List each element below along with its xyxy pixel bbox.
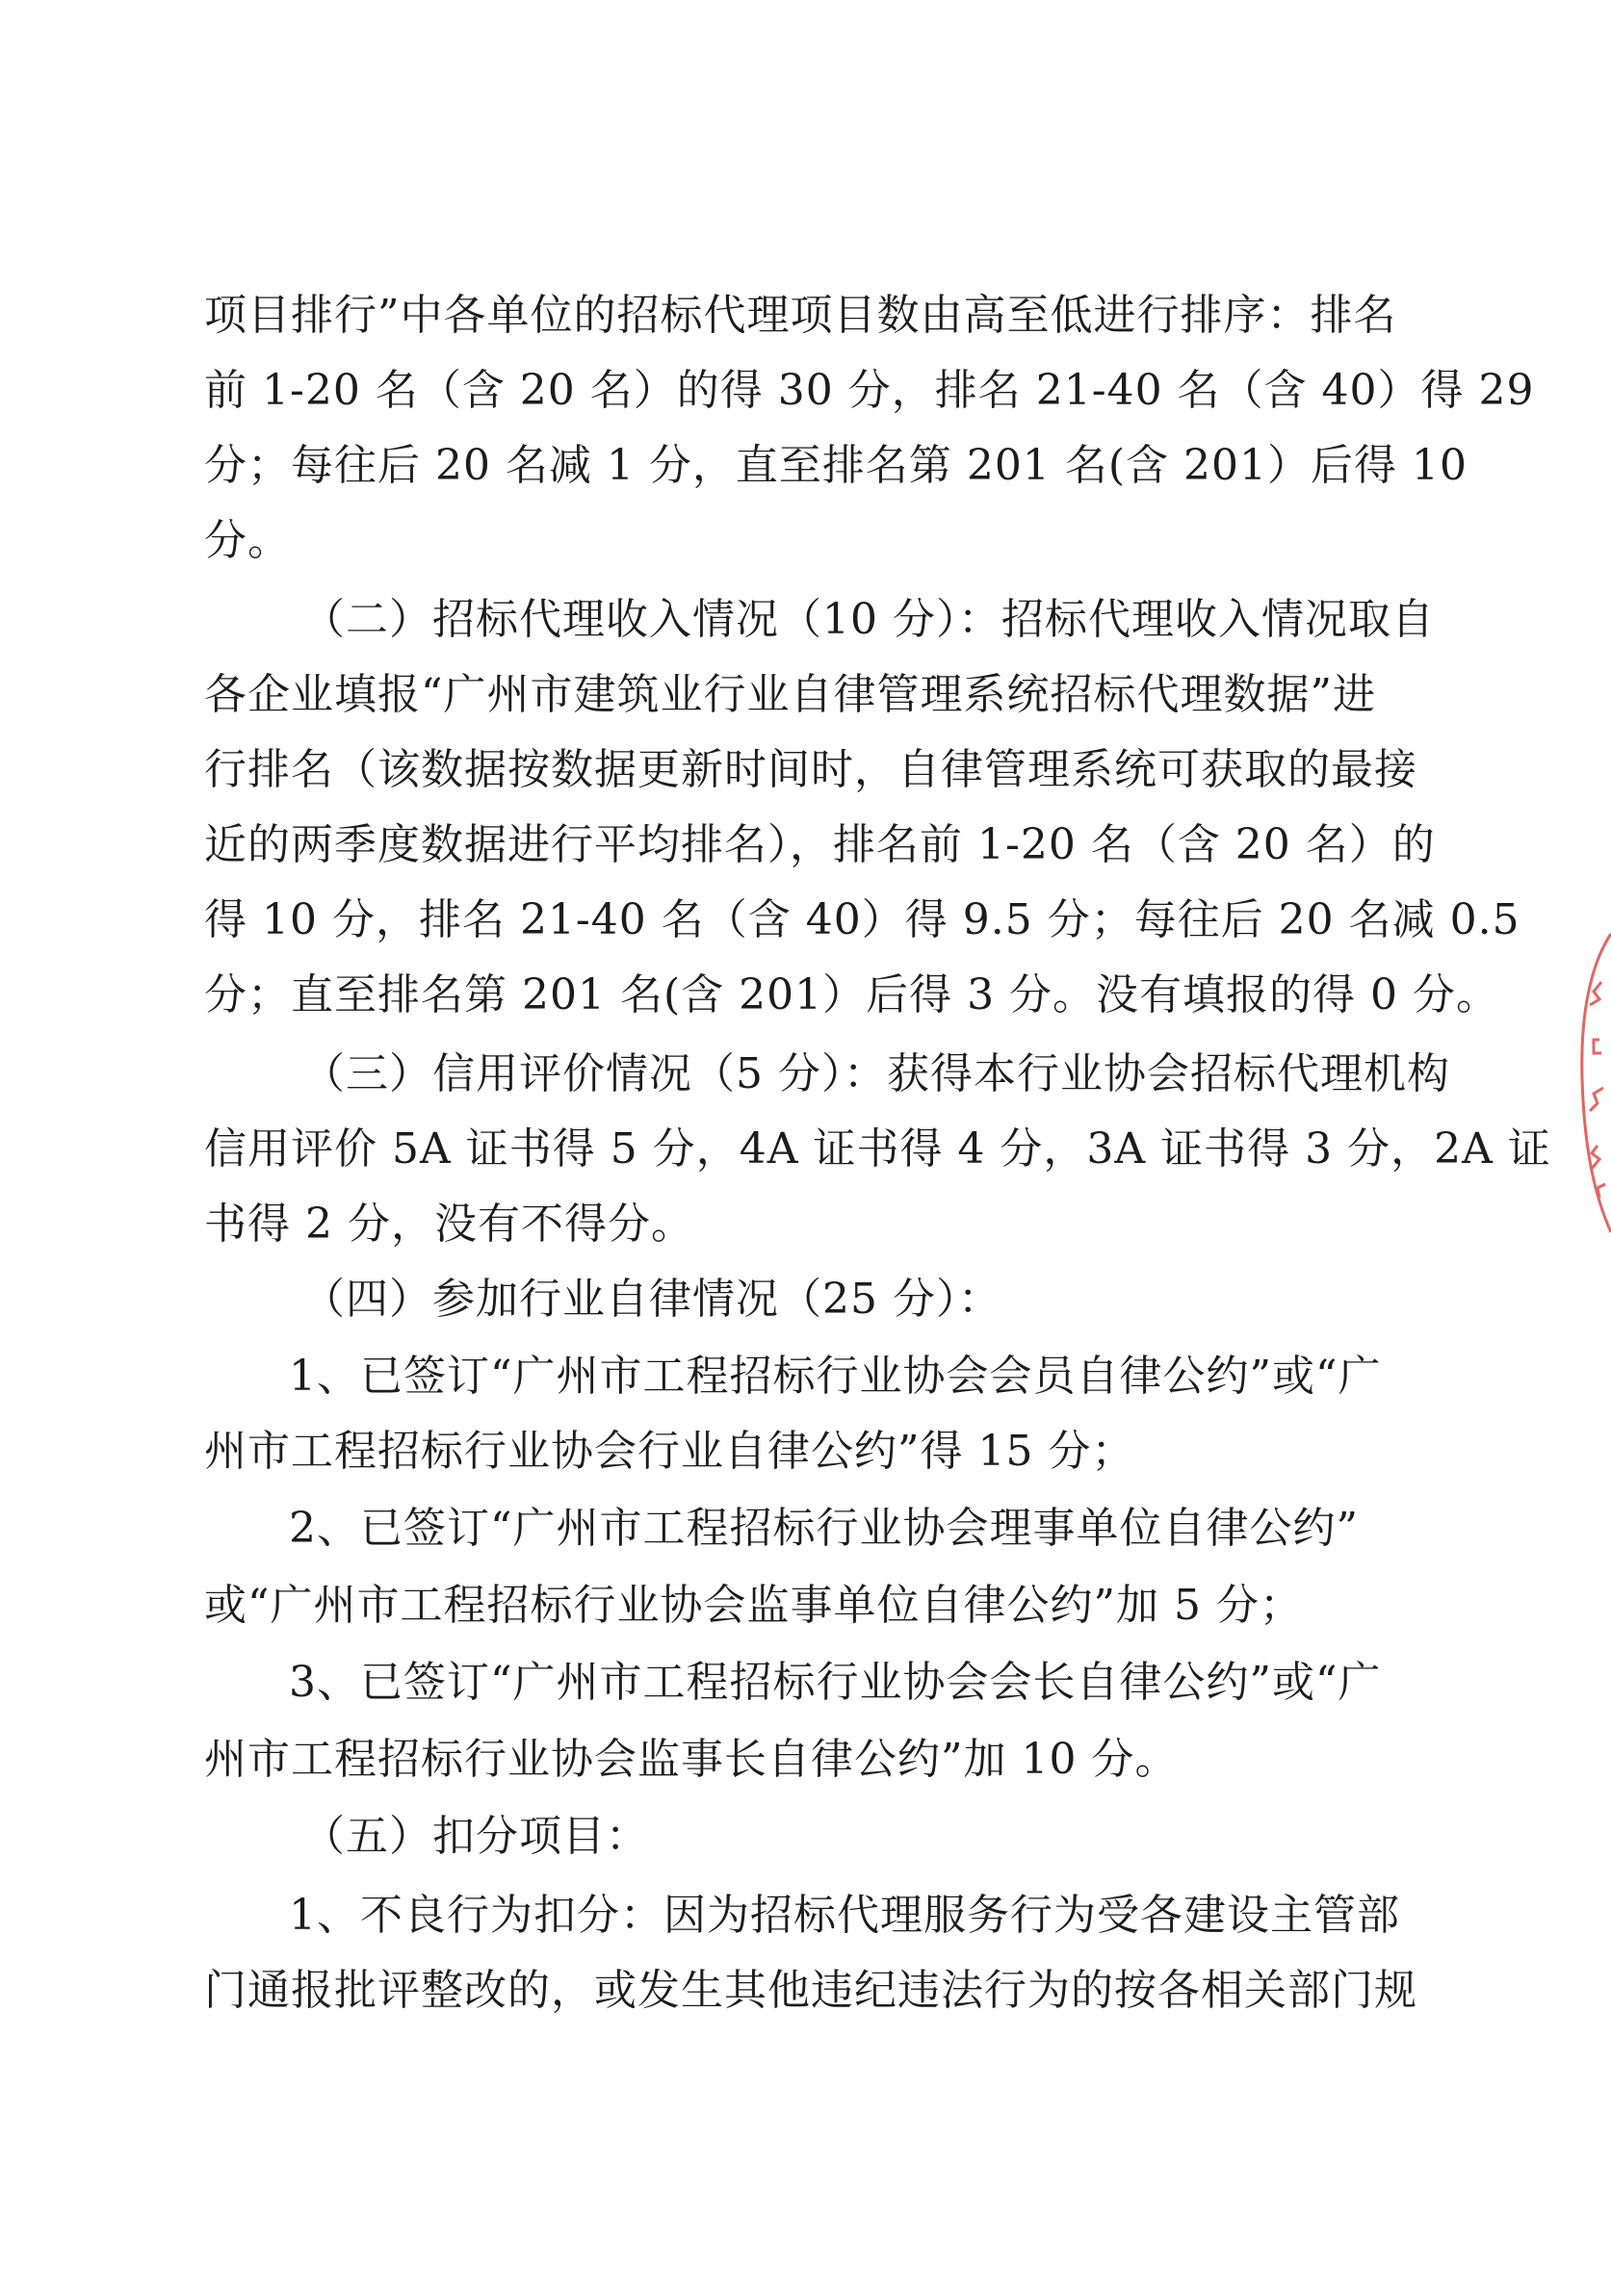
- body-line-6: 各企业填报“广州市建筑业行业自律管理系统招标代理数据”进: [204, 670, 1376, 719]
- section-heading-2: （二）招标代理收入情况（10 分）：招标代理收入情况取自: [302, 595, 1435, 644]
- body-line-16: 州市工程招标行业协会行业自律公约”得 15 分；: [204, 1427, 1135, 1476]
- item-line-15: 1、已签订“广州市工程招标行业协会会员自律公约”或“广: [289, 1352, 1382, 1401]
- body-line-12: 信用评价 5A 证书得 5 分，4A 证书得 4 分，3A 证书得 3 分，2A 证: [204, 1124, 1551, 1174]
- body-line-23: 门通报批评整改的，或发生其他违纪违法行为的按各相关部门规: [204, 1966, 1417, 2015]
- item-line-19: 3、已签订“广州市工程招标行业协会会长自律公约”或“广: [289, 1658, 1382, 1707]
- section-heading-5: （五）扣分项目：: [302, 1812, 649, 1861]
- body-line-2: 前 1-20 名（含 20 名）的得 30 分，排名 21-40 名（含 40）得 29: [204, 366, 1535, 415]
- body-line-8: 近的两季度数据进行平均排名），排名前 1-20 名（含 20 名）的: [204, 820, 1436, 869]
- body-line-20: 州市工程招标行业协会监事长自律公约”加 10 分。: [204, 1735, 1179, 1784]
- item-line-22: 1、不良行为扣分：因为招标代理服务行为受各建设主管部: [289, 1891, 1400, 1940]
- body-line-1: 项目排行”中各单位的招标代理项目数由高至低进行排序：排名: [204, 291, 1397, 340]
- section-heading-3: （三）信用评价情况（5 分）：获得本行业协会招标代理机构: [302, 1049, 1450, 1098]
- body-line-3: 分；每往后 20 名减 1 分，直至排名第 201 名(含 201）后得 10: [204, 441, 1468, 490]
- item-line-17: 2、已签订“广州市工程招标行业协会理事单位自律公约”: [289, 1504, 1359, 1553]
- body-line-7: 行排名（该数据按数据更新时间时，自律管理系统可获取的最接: [204, 745, 1417, 794]
- body-line-4: 分。: [204, 516, 291, 565]
- seal-stamp-edge: [1572, 924, 1611, 1242]
- body-line-9: 得 10 分，排名 21-40 名（含 40）得 9.5 分；每往后 20 名减 0.5: [204, 895, 1520, 944]
- body-line-13: 书得 2 分，没有不得分。: [204, 1200, 694, 1249]
- section-heading-4: （四）参加行业自律情况（25 分）：: [302, 1275, 1001, 1324]
- body-line-10: 分；直至排名第 201 名(含 201）后得 3 分。没有填报的得 0 分。: [204, 970, 1500, 1019]
- body-line-18: 或“广州市工程招标行业协会监事单位自律公约”加 5 分；: [204, 1581, 1303, 1630]
